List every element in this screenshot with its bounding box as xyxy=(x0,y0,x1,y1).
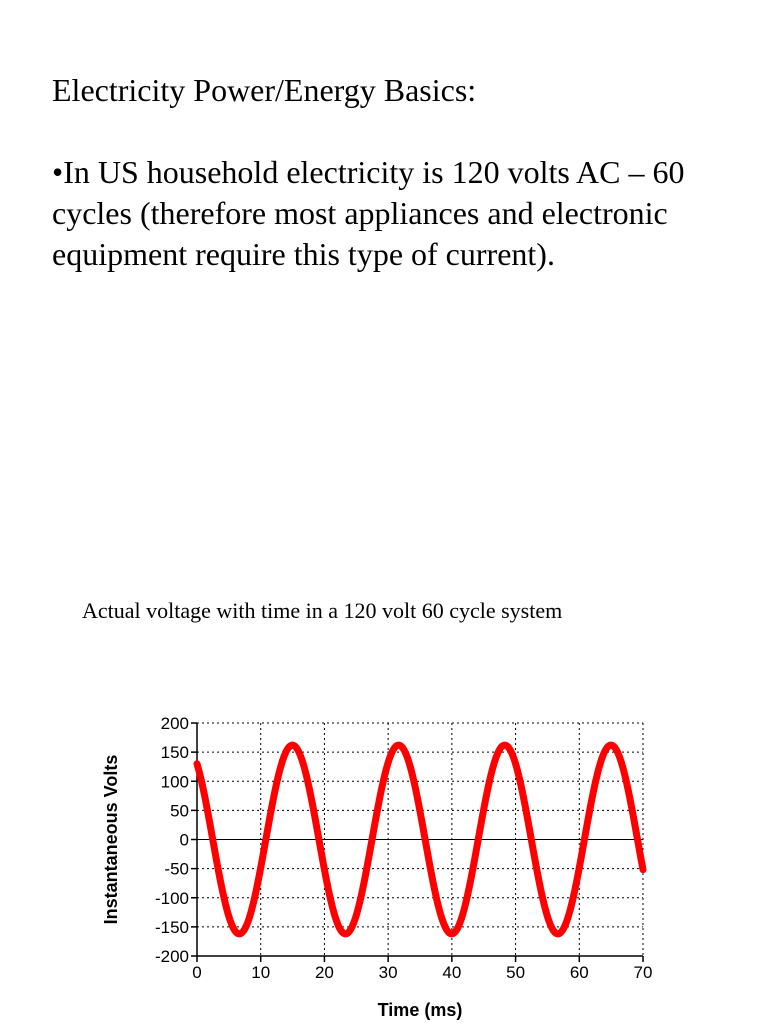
y-tick-label: 50 xyxy=(170,801,189,821)
bullet-text: In US household electricity is 120 volts AC – 60 cycles (therefore most appliances and electronic equipment require this type of current). xyxy=(52,154,685,272)
x-ticks xyxy=(192,956,652,982)
x-axis-label: Time (ms) xyxy=(377,1000,463,1020)
y-tick-label: 150 xyxy=(160,743,189,763)
bullet-point xyxy=(52,152,742,275)
y-tick-label: -100 xyxy=(154,888,189,908)
y-tick-label: 0 xyxy=(179,830,189,850)
x-tick-label: 0 xyxy=(192,963,202,982)
y-tick-label: -50 xyxy=(164,859,189,879)
x-tick-label: 60 xyxy=(569,963,589,982)
bullet-marker: • xyxy=(52,154,64,190)
y-tick-label: -200 xyxy=(154,947,189,966)
x-tick-label: 30 xyxy=(378,963,398,982)
chart-caption: Actual voltage with time in a 120 volt 60 cycle system xyxy=(82,598,563,623)
y-tick-label: 200 xyxy=(160,714,189,733)
y-tick-label: 100 xyxy=(160,772,189,792)
voltage-chart xyxy=(0,700,768,1024)
y-tick-label: -150 xyxy=(154,917,189,937)
slide-title: Electricity Power/Energy Basics: xyxy=(52,72,477,108)
x-tick-label: 50 xyxy=(506,963,526,982)
x-tick-label: 70 xyxy=(633,963,653,982)
y-axis-label: Instantaneous Volts xyxy=(101,754,121,925)
x-tick-label: 10 xyxy=(251,963,271,982)
y-ticks xyxy=(155,714,197,966)
x-tick-label: 40 xyxy=(442,963,462,982)
x-tick-label: 20 xyxy=(314,963,334,982)
